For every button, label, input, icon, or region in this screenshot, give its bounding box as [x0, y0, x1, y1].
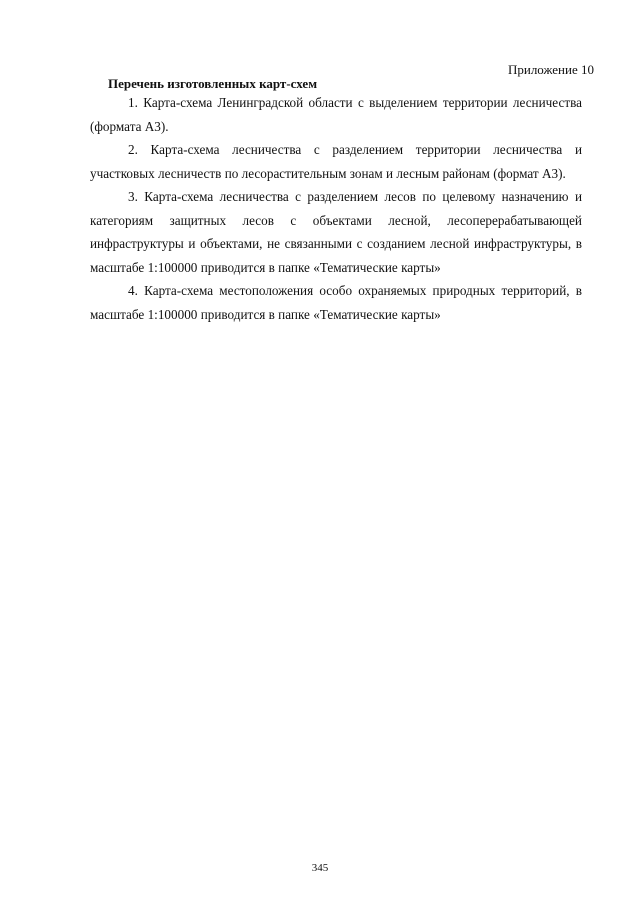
page-number: 345: [311, 862, 329, 874]
list-item-4: 4. Карта-схема местоположения особо охраняемых природных территорий, в масштабе 1:100000 приводится в папке «Тематические карты»: [90, 283, 582, 322]
list-item-3: 3. Карта-схема лесничества с разделением лесов по целевому назначению и категориям защитных лесов с объектами лесной, лесоперерабатывающей инфраструктуры и объектами, не связанными с созданием лесной инфраструктуры, в масштабе 1:100000 приводится в папке «Тематические карты»: [90, 189, 582, 275]
map-list: [90, 91, 582, 326]
appendix-label: Приложение 10: [507, 62, 594, 77]
list-item-1: 1. Карта-схема Ленинградской области с выделением территории лесничества (формата А3).: [90, 95, 582, 134]
list-item-2: 2. Карта-схема лесничества с разделением территории лесничества и участковых лесничеств по лесорастительным зонам и лесным районам (формат А3).: [90, 142, 582, 181]
document-title: Перечень изготовленных карт-схем: [108, 76, 318, 91]
